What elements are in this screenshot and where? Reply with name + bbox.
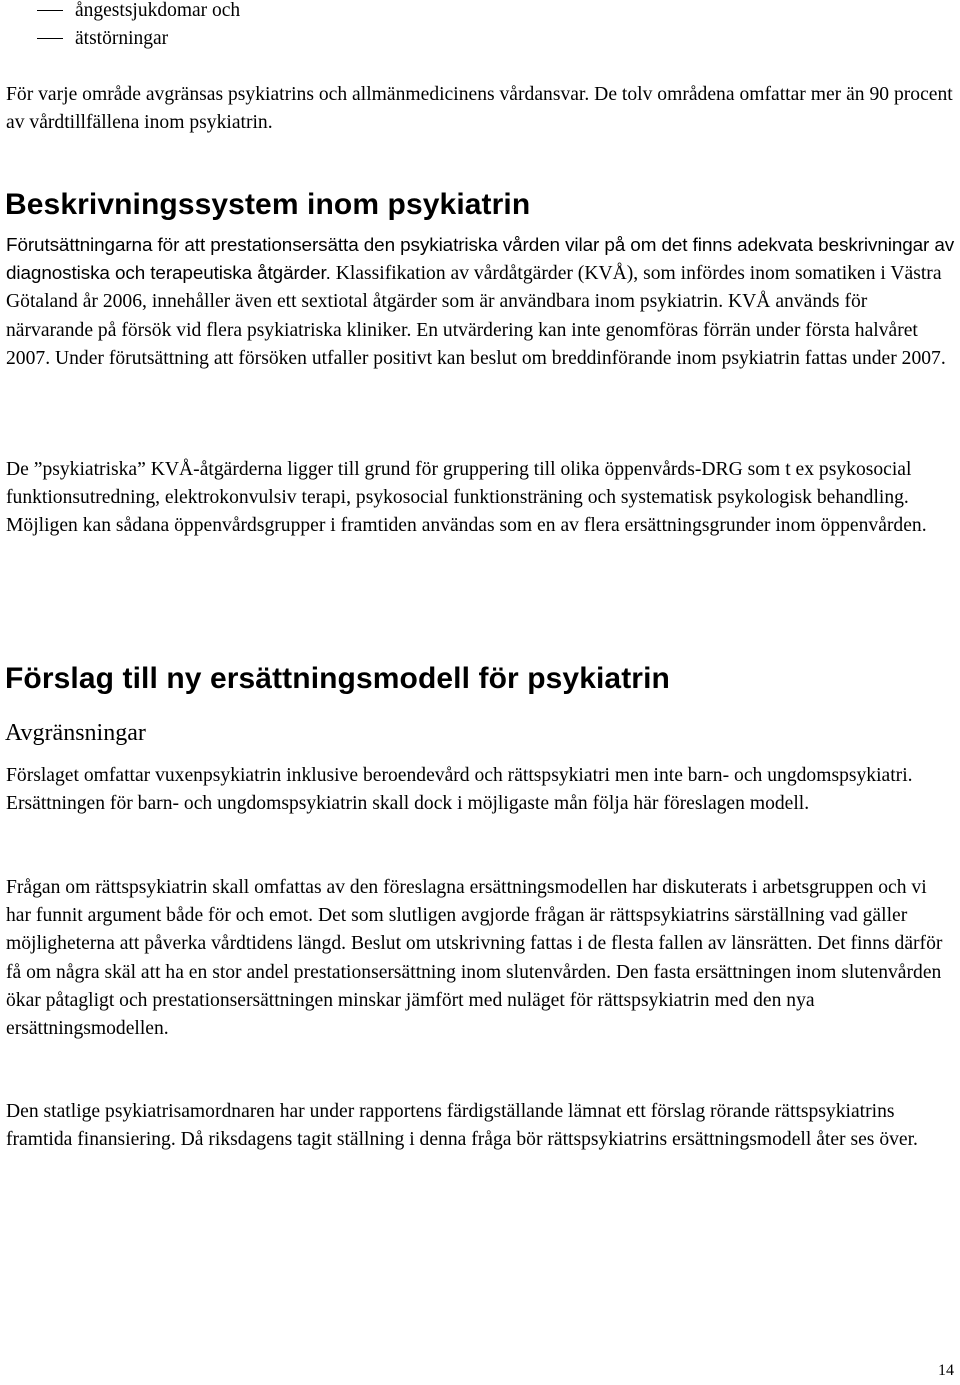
section-heading-forslag: Förslag till ny ersättningsmodell för psykiatrin [5,662,670,695]
intro-paragraph-block [6,81,956,137]
section2-paragraph-2: Frågan om rättspsykiatrin skall omfattas av den föreslagna ersättningsmodellen har diskuterats i arbetsgruppen och vi har funnit argument både för och emot. Det som slutligen avgjorde frågan är rättspsykiatrins särställning vad gäller möjligheterna att påverka vårdtidens längd. Beslut om utskrivning fattas i de flesta fallen av länsrätten. Det finns därför få om några skäl att ha en stor andel prestationsersättning inom slutenvården. Den fasta ersättningen inom slutenvården ökar påtagligt och prestationsersättningen minskar jämfört med nuläget för rättspsykiatrin med den nya ersättningsmodellen. [6,877,943,1040]
section-heading-beskrivningssystem: Beskrivningssystem inom psykiatrin [5,188,531,221]
section1-paragraph-1 [6,232,956,373]
list-item [37,25,168,53]
section2-paragraph-3-block [6,1098,956,1154]
section1-paragraph-2: De ”psykiatriska” KVÅ-åtgärderna ligger till grund för gruppering till olika öppenvårds-DRG som t ex psykosocial funktionsutredning, elektrokonvulsiv terapi, psykosocial funktionsträning och systematisk psykologisk behandling. Möjligen kan sådana öppenvårdsgrupper i framtiden användas som en av flera ersättningsgrunder inom öppenvården. [6,459,927,537]
list-item [37,0,240,25]
section2-paragraph-3: Den statlige psykiatrisamordnaren har under rapportens färdigställande lämnat ett förslag rörande rättspsykiatrins framtida finansiering. Då riksdagens tagit ställning i denna fråga bör rättspsykiatrins ersättningsmodell åter ses över. [6,1101,918,1151]
section2-paragraph-1-block [6,762,956,818]
dash-bullet [37,10,63,12]
page-number: 14 [938,1362,954,1379]
section1-paragraph-2-block [6,456,956,541]
dash-bullet [37,38,63,40]
section1-paragraph-1-block [6,232,956,373]
subheading-avgransningar: Avgränsningar [5,720,146,746]
section2-paragraph-2-block [6,874,956,1043]
list-item-text: ätstörningar [75,28,169,49]
section2-paragraph-1: Förslaget omfattar vuxenpsykiatrin inklusive beroendevård och rättspsykiatri men inte barn- och ungdomspsykiatri. Ersättningen för barn- och ungdomspsykiatrin skall dock i möjligaste mån följa här föreslagen modell. [6,765,913,815]
list-item-text: ångestsjukdomar och [75,0,241,21]
section1-paragraph-1-sans-part: Förutsättningarna för att prestationsersätta den psykiatriska vården vilar på om det finns adekvata beskrivningar av diagnostiska och terapeutiska åtgärder. [6,235,955,285]
intro-paragraph: För varje område avgränsas psykiatrins och allmänmedicinens vårdansvar. De tolv områdena omfattar mer än 90 procent av vårdtillfällena inom psykiatrin. [6,84,953,134]
section1-paragraph-1-serif-part: Klassifikation av vårdåtgärder (KVÅ), som infördes inom somatiken i Västra Götaland år 2006, innehåller även ett sextiotal åtgärder som är användbara inom psykiatrin. KVÅ används för närvarande på försök vid flera psykiatriska kliniker. En utvärdering kan inte genomföras förrän under första halvåret 2007. Under förutsättning att försöken utfaller positivt kan beslut om breddinförande inom psykiatrin fattas under 2007. [6,263,946,369]
